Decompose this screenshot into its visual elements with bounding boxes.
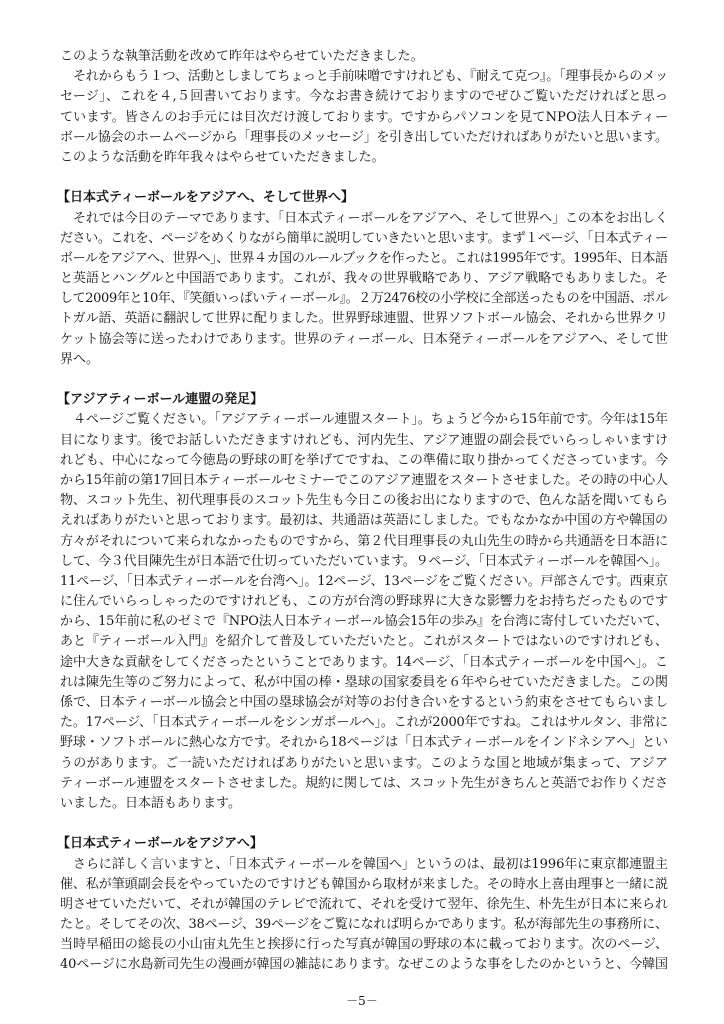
text-line: に住んでいらっしゃったのですけれども、この方が台湾の野球界に大きな影響力をお持ちだったものです	[60, 594, 668, 610]
text-line: 物、スコット先生、初代理事長のスコット先生も今日この後お出になりますので、色んな話を聞いてもら	[60, 493, 668, 509]
paragraph	[60, 47, 668, 67]
text-line: トガル語、英語に翻訳して世界に配りました。世界野球連盟、世界ソフトボール協会、それから世界クリ	[60, 311, 668, 327]
text-line: 明させていただいて、それが韓国のテレビで流れて、それを受けて翌年、徐先生、朴先生が日本に来られ	[60, 896, 668, 912]
text-line: して、今３代目陳先生が日本語で仕切っていただいています。９ページ、「日本式ティーボールを韓国へ」。	[60, 553, 668, 569]
text-line: ださい。これを、ページをめくりながら簡単に説明していきたいと思います。まず１ページ、「日本式ティー	[60, 230, 668, 246]
section-heading: 【日本式ティーボールをアジアへ】	[57, 836, 263, 852]
text-line: さらに詳しく言いますと、「日本式ティーボールを韓国へ」というのは、最初は1996年に東京都連盟主	[73, 856, 668, 872]
text-line: 40ページに水島新司先生の漫画が韓国の雑誌にあります。なぜこのような事をしたのかというと、今韓国	[60, 957, 668, 973]
text-line: このような執筆活動を改めて昨年はやらせていただきました。	[60, 49, 424, 64]
text-line: 11ページ、「日本式ティーボールを台湾へ」。12ページ、13ページをご覧ください。戸部さんです。西東京	[60, 573, 668, 589]
text-line: と英語とハングルと中国語であります。これが、我々の世界戦略であり、アジア戦略でもありました。そ	[60, 271, 668, 287]
section	[57, 188, 669, 370]
section-heading: 【日本式ティーボールをアジアへ、そして世界へ】	[57, 190, 354, 206]
text-line: 野球・ソフトボールに熱心な方です。それから18ページは「日本式ティーボールをインドネシアへ」とい	[60, 735, 668, 751]
text-line: 目になります。後でお話しいただきますけれども、河内先生、アジア連盟の副会長でいらっしゃいますけ	[60, 432, 668, 448]
paragraph	[60, 410, 668, 814]
text-line: れは陳先生等のご努力によって、私が中国の棒・塁球の国家委員を６年やらせていただきました。この関	[60, 674, 668, 690]
text-line: ケット協会等に送ったわけであります。世界のティーボール、日本発ティーボールをアジアへ、そして世	[60, 331, 669, 347]
text-line: 催、私が筆頭副会長をやっていたのですけども韓国から取材が来ました。その時水上喜由理事と一緒に説	[60, 876, 668, 892]
page-number: －5－	[346, 994, 378, 1008]
text-line: あと『ティーボール入門』を紹介して普及していただいたと。これがスタートではないのですけれども、	[60, 634, 668, 650]
text-line: ４ページご覧ください。「アジアティーボール連盟スタート」。ちょうど今から15年前です。今年は15年	[73, 412, 668, 428]
text-line: たと。そしてその次、38ページ、39ページをご覧になれば明らかであります。私が海部先生の事務所に、	[60, 917, 668, 933]
page-body	[57, 47, 669, 976]
text-line: 方々がそれについて来られなかったものですから、第２代目理事長の丸山先生の時から共通語を日本語に	[60, 533, 668, 549]
text-line: 係で、日本ティーボール協会と中国の塁球協会が対等のお付き合いをするという約束をさせてもらいまし	[60, 695, 668, 710]
text-line: 当時早稲田の総長の小山宙丸先生と挨拶に行った写真が韓国の野球の本に載っております。次のページ、	[60, 937, 668, 953]
text-line: 途中大きな貢献をしてくださったということであります。14ページ、「日本式ティーボールを中国へ」。こ	[60, 654, 668, 670]
paragraph	[60, 855, 668, 976]
text-line: ています。皆さんのお手元には目次だけ渡しております。ですからパソコンを見てNPO法人日本ティー	[60, 109, 669, 125]
text-line: それからもう１つ、活動としましてちょっと手前味噌ですけれども、『耐えて克つ』。「理事長からのメッ	[73, 69, 668, 85]
text-line: えればありがたいと思っております。最初は、共通語は英語にしました。でもなかなか中国の方や韓国の	[60, 513, 668, 529]
text-line: それでは今日のテーマであります、「日本式ティーボールをアジアへ、そして世界へ」この本をお出しく	[73, 210, 668, 226]
text-line: このような活動を昨年我々はやらせていただきました。	[60, 149, 385, 165]
text-line: ボール協会のホームページから「理事長のメッセージ」を引き出していただければありがたいと思います。	[60, 129, 668, 145]
text-line: から、15年前に私のゼミで『NPO法人日本ティーボール協会15年の歩み』を台湾に寄付していただいて、	[60, 614, 668, 630]
text-line: ティーボール連盟をスタートさせました。規約に関しては、スコット先生がきちんと英語でお作りくださ	[60, 775, 668, 791]
section	[57, 834, 668, 975]
text-line: 界へ。	[60, 351, 100, 367]
text-line: ボールをアジアへ、世界へ」、世界４カ国のルールブックを作ったと。これは1995年です。1995年、日本語	[60, 250, 668, 266]
blank-line	[60, 168, 668, 188]
blank-line	[60, 814, 668, 834]
section	[57, 390, 669, 814]
section-heading: 【アジアティーボール連盟の発足】	[57, 392, 264, 408]
text-line: れども、中心になって今徳島の野球の町を挙げてですね、この準備に取り掛かってくださっています。今	[60, 452, 668, 468]
text-line: いました。日本語もあります。	[60, 795, 241, 811]
paragraph	[60, 209, 668, 371]
text-line: して2009年と10年、『笑顔いっぱいティーボール』。２万2476校の小学校に全部送ったものを中国語、ポル	[60, 291, 668, 307]
text-line: から15年前の第17回日本ティーボールセミナーでこのアジア連盟をスタートさせました。その時の中心人	[60, 472, 668, 488]
text-line: うのがあります。ご一読いただければありがたいと思います。このような国と地域が集まって、アジア	[60, 755, 669, 771]
text-line: セージ」、これを４,５回書いております。今なお書き続けておりますのでぜひご覧いただければと思っ	[60, 89, 669, 105]
paragraph	[60, 67, 668, 168]
blank-line	[60, 370, 668, 390]
text-line: た。17ページ、「日本式ティーボールをシンガポールへ」。これが2000年ですね。これはサルタン、非常に	[60, 715, 668, 731]
